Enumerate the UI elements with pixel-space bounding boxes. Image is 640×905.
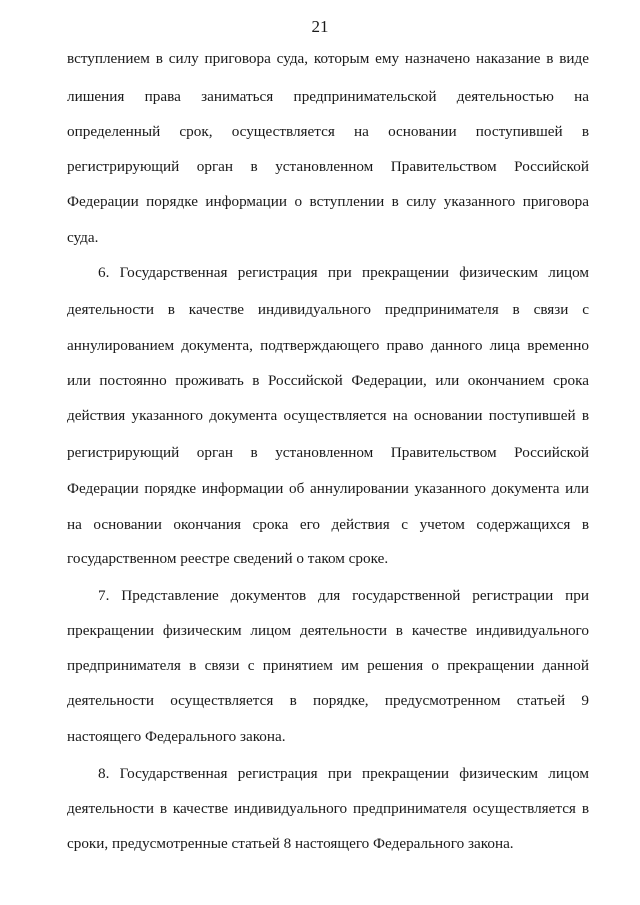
text-line: деятельности осуществляется в порядке, предусмотренном статьей 9 (67, 692, 589, 709)
text-line: сроки, предусмотренные статьей 8 настоящего Федерального закона. (67, 835, 514, 852)
text-line: предпринимателя в связи с принятием им решения о прекращении данной (67, 657, 589, 674)
text-line: действия указанного документа осуществляется на основании поступившей в (67, 407, 589, 424)
text-line: деятельности в качестве индивидуального предпринимателя в связи с (67, 301, 589, 318)
text-line: деятельности в качестве индивидуального предпринимателя осуществляется в (67, 800, 589, 817)
text-line: 8. Государственная регистрация при прекращении физическим лицом (98, 765, 589, 782)
text-line: 6. Государственная регистрация при прекращении физическим лицом (98, 264, 589, 281)
text-line: настоящего Федерального закона. (67, 728, 286, 745)
text-line: вступлением в силу приговора суда, которым ему назначено наказание в виде (67, 50, 589, 67)
text-line: аннулированием документа, подтверждающего право данного лица временно (67, 337, 589, 354)
text-line: регистрирующий орган в установленном Правительством Российской (67, 158, 589, 175)
text-line: государственном реестре сведений о таком сроке. (67, 550, 389, 567)
text-line: лишения права заниматься предпринимательской деятельностью на (67, 88, 589, 105)
page-number: 21 (311, 17, 329, 36)
text-line: регистрирующий орган в установленном Правительством Российской (67, 444, 589, 461)
text-line: суда. (67, 229, 99, 246)
text-line: на основании окончания срока его действия с учетом содержащихся в (67, 516, 589, 533)
text-line: 7. Представление документов для государственной регистрации при (98, 587, 589, 604)
text-line: или постоянно проживать в Российской Федерации, или окончанием срока (67, 372, 589, 389)
text-line: Федерации порядке информации об аннулировании указанного документа или (67, 480, 589, 497)
text-line: определенный срок, осуществляется на основании поступившей в (67, 123, 589, 140)
text-line: Федерации порядке информации о вступлении в силу указанного приговора (67, 193, 589, 210)
text-line: прекращении физическим лицом деятельности в качестве индивидуального (67, 622, 589, 639)
